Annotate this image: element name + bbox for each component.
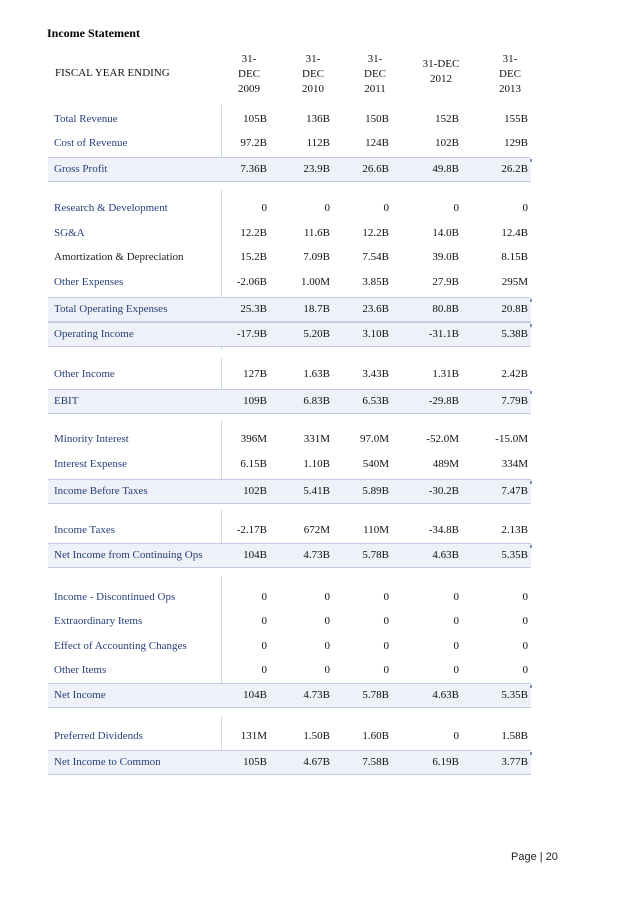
column-header-line: 31-: [502, 53, 518, 65]
row-label: Extraordinary Items: [54, 615, 143, 627]
table-row: [48, 610, 531, 633]
cell-value: 152B: [435, 113, 459, 125]
cell-value: -15.0M: [495, 433, 528, 445]
fiscal-year-header-label: FISCAL YEAR ENDING: [55, 67, 170, 79]
column-header-line: 31-: [241, 53, 257, 65]
cell-value: 97.2B: [240, 137, 267, 149]
cell-value: 5.35B: [501, 549, 528, 561]
cell-value: -2.06B: [236, 276, 267, 288]
cell-value: 18.7B: [303, 303, 330, 315]
cell-value: 0: [453, 615, 459, 627]
cell-value: 127B: [243, 368, 267, 380]
cell-value: 5.78B: [362, 549, 389, 561]
cell-value: 0: [453, 730, 459, 742]
cell-value: -29.8B: [428, 395, 459, 407]
cell-value: -31.1B: [428, 328, 459, 340]
column-header-line: 31-: [305, 53, 321, 65]
cell-value: 4.73B: [303, 689, 330, 701]
cell-value: 97.0M: [359, 433, 389, 445]
cell-value: 4.63B: [432, 689, 459, 701]
column-header-1: [285, 52, 341, 97]
row-label: Preferred Dividends: [54, 730, 143, 742]
cell-value: 20.8B: [501, 303, 528, 315]
table-row: [48, 297, 531, 322]
row-label: Research & Development: [54, 202, 168, 214]
cell-value: -34.8B: [428, 524, 459, 536]
cell-value: 7.09B: [303, 251, 330, 263]
table-row: [48, 683, 531, 708]
row-label: Income Taxes: [54, 524, 116, 536]
page-title: Income Statement: [47, 26, 140, 40]
table-row: [48, 750, 531, 775]
column-header-3: [413, 57, 469, 87]
table-row: [48, 363, 531, 386]
cell-value: 12.2B: [240, 227, 267, 239]
cell-value: 0: [261, 591, 267, 603]
cell-value: 295M: [501, 276, 528, 288]
cell-value: 0: [522, 640, 528, 652]
cell-value: 0: [383, 615, 389, 627]
cell-value: 5.89B: [362, 485, 389, 497]
row-label: SG&A: [54, 227, 85, 239]
table-row: [48, 635, 531, 658]
cell-value: 0: [261, 202, 267, 214]
cell-value: 129B: [504, 137, 528, 149]
cell-value: 7.79B: [501, 395, 528, 407]
column-header-line: 2012: [430, 73, 452, 85]
cell-value: 5.38B: [501, 328, 528, 340]
cell-value: 540M: [362, 458, 389, 470]
cell-value: 0: [522, 591, 528, 603]
table-row: [48, 479, 531, 504]
row-corner-mark: [530, 391, 532, 394]
cell-value: 672M: [303, 524, 330, 536]
cell-value: 0: [453, 202, 459, 214]
cell-value: 0: [324, 640, 330, 652]
row-label: Income Before Taxes: [54, 485, 148, 497]
page-number: Page | 20: [511, 851, 558, 863]
row-corner-mark: [530, 545, 532, 548]
cell-value: 0: [383, 591, 389, 603]
cell-value: 26.6B: [362, 163, 389, 175]
column-header-4: [482, 52, 538, 97]
cell-value: 0: [383, 202, 389, 214]
cell-value: 7.47B: [501, 485, 528, 497]
cell-value: 23.6B: [362, 303, 389, 315]
row-label: Net Income: [54, 689, 106, 701]
cell-value: 0: [324, 202, 330, 214]
cell-value: 0: [522, 615, 528, 627]
table-row: [48, 132, 531, 155]
table-row: [48, 586, 531, 609]
row-label: Cost of Revenue: [54, 137, 128, 149]
cell-value: 8.15B: [501, 251, 528, 263]
cell-value: -17.9B: [236, 328, 267, 340]
row-label: Income - Discontinued Ops: [54, 591, 176, 603]
row-corner-mark: [530, 159, 532, 162]
cell-value: -52.0M: [426, 433, 459, 445]
cell-value: 489M: [432, 458, 459, 470]
cell-value: 0: [261, 615, 267, 627]
cell-value: 1.58B: [501, 730, 528, 742]
cell-value: 27.9B: [432, 276, 459, 288]
cell-value: 7.58B: [362, 756, 389, 768]
column-header-line: DEC: [364, 68, 386, 80]
cell-value: 150B: [365, 113, 389, 125]
cell-value: 7.36B: [240, 163, 267, 175]
column-header-2: [347, 52, 403, 97]
table-row: [48, 322, 531, 347]
row-label: EBIT: [54, 395, 79, 407]
cell-value: 39.0B: [432, 251, 459, 263]
row-label: Amortization & Depreciation: [54, 251, 184, 263]
cell-value: 105B: [243, 756, 267, 768]
cell-value: -30.2B: [428, 485, 459, 497]
table-row: [48, 543, 531, 568]
cell-value: 334M: [501, 458, 528, 470]
column-header-line: 2013: [499, 83, 521, 95]
cell-value: 0: [522, 664, 528, 676]
column-header-line: 31-: [367, 53, 383, 65]
table-row: [48, 271, 531, 294]
cell-value: 1.00M: [300, 276, 330, 288]
cell-value: 12.4B: [501, 227, 528, 239]
row-label: Net Income from Continuing Ops: [54, 549, 203, 561]
cell-value: 0: [453, 591, 459, 603]
cell-value: 155B: [504, 113, 528, 125]
column-header-line: DEC: [499, 68, 521, 80]
cell-value: 104B: [243, 549, 267, 561]
table-row: [48, 222, 531, 245]
table-row: [48, 428, 531, 451]
cell-value: 3.10B: [362, 328, 389, 340]
cell-value: 80.8B: [432, 303, 459, 315]
column-header-line: 2009: [238, 83, 260, 95]
cell-value: 1.31B: [432, 368, 459, 380]
row-label: Total Revenue: [54, 113, 118, 125]
cell-value: 49.8B: [432, 163, 459, 175]
column-header-line: 2011: [364, 83, 386, 95]
cell-value: 14.0B: [432, 227, 459, 239]
row-corner-mark: [530, 685, 532, 688]
table-row: [48, 453, 531, 476]
column-header-0: [221, 52, 277, 97]
row-label: Other Income: [54, 368, 115, 380]
cell-value: 102B: [243, 485, 267, 497]
table-row: [48, 197, 531, 220]
cell-value: 0: [383, 664, 389, 676]
row-label: Minority Interest: [54, 433, 129, 445]
cell-value: 136B: [306, 113, 330, 125]
cell-value: 1.60B: [362, 730, 389, 742]
cell-value: 112B: [306, 137, 330, 149]
cell-value: 0: [261, 664, 267, 676]
table-row: [48, 389, 531, 414]
cell-value: 23.9B: [303, 163, 330, 175]
row-label: Total Operating Expenses: [54, 303, 168, 315]
column-header-line: 31-DEC: [422, 58, 460, 70]
column-header-line: DEC: [238, 68, 260, 80]
cell-value: 109B: [243, 395, 267, 407]
cell-value: 5.20B: [303, 328, 330, 340]
column-header-line: DEC: [302, 68, 324, 80]
row-label: Gross Profit: [54, 163, 108, 175]
row-label: Other Items: [54, 664, 107, 676]
cell-value: 15.2B: [240, 251, 267, 263]
cell-value: 1.50B: [303, 730, 330, 742]
cell-value: 0: [324, 615, 330, 627]
table-row: [48, 725, 531, 748]
cell-value: 6.53B: [362, 395, 389, 407]
cell-value: 110M: [363, 524, 389, 536]
cell-value: 4.67B: [303, 756, 330, 768]
cell-value: 5.41B: [303, 485, 330, 497]
cell-value: 396M: [240, 433, 267, 445]
cell-value: 26.2B: [501, 163, 528, 175]
cell-value: 6.15B: [240, 458, 267, 470]
cell-value: 4.63B: [432, 549, 459, 561]
cell-value: 6.19B: [432, 756, 459, 768]
table-row: [48, 108, 531, 131]
cell-value: 0: [453, 664, 459, 676]
cell-value: 11.6B: [303, 227, 330, 239]
column-header-line: 2010: [302, 83, 324, 95]
row-corner-mark: [530, 481, 532, 484]
cell-value: 104B: [243, 689, 267, 701]
cell-value: 1.63B: [303, 368, 330, 380]
cell-value: 2.13B: [501, 524, 528, 536]
row-label: Interest Expense: [54, 458, 127, 470]
cell-value: 0: [261, 640, 267, 652]
table-row: [48, 519, 531, 542]
row-corner-mark: [530, 299, 532, 302]
row-corner-mark: [530, 324, 532, 327]
cell-value: 3.77B: [501, 756, 528, 768]
table-row: [48, 157, 531, 182]
cell-value: 0: [324, 591, 330, 603]
row-label: Net Income to Common: [54, 756, 161, 768]
table-row: [48, 246, 531, 269]
cell-value: 0: [522, 202, 528, 214]
cell-value: 0: [453, 640, 459, 652]
cell-value: 124B: [365, 137, 389, 149]
cell-value: 0: [383, 640, 389, 652]
row-label: Other Expenses: [54, 276, 124, 288]
cell-value: 5.35B: [501, 689, 528, 701]
cell-value: 331M: [303, 433, 330, 445]
cell-value: -2.17B: [236, 524, 267, 536]
cell-value: 5.78B: [362, 689, 389, 701]
cell-value: 105B: [243, 113, 267, 125]
cell-value: 1.10B: [303, 458, 330, 470]
cell-value: 12.2B: [362, 227, 389, 239]
table-row: [48, 659, 531, 682]
row-corner-mark: [530, 752, 532, 755]
cell-value: 2.42B: [501, 368, 528, 380]
cell-value: 102B: [435, 137, 459, 149]
cell-value: 4.73B: [303, 549, 330, 561]
cell-value: 6.83B: [303, 395, 330, 407]
cell-value: 7.54B: [362, 251, 389, 263]
cell-value: 131M: [240, 730, 267, 742]
row-label: Operating Income: [54, 328, 134, 340]
cell-value: 3.43B: [362, 368, 389, 380]
cell-value: 25.3B: [240, 303, 267, 315]
cell-value: 0: [324, 664, 330, 676]
row-label: Effect of Accounting Changes: [54, 640, 187, 652]
cell-value: 3.85B: [362, 276, 389, 288]
